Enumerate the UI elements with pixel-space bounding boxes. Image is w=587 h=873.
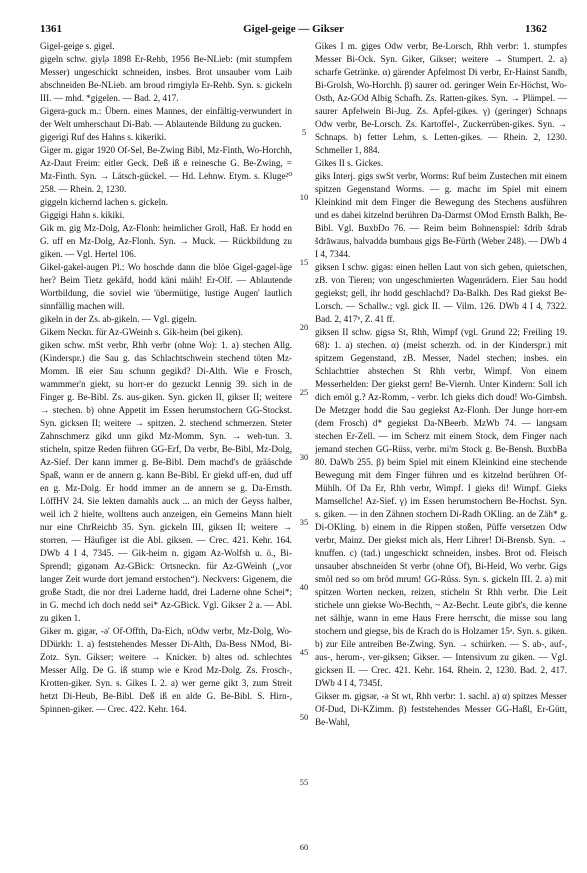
dictionary-entry: Gikser m. gigsər, -ə St wt, Rhh verbr: 1. sachl. a) α) spitzes Messer Of-Dud, Di-KZimm. β) feststehendes Messer GG-Haßl, Er-Gütt, Be-Wahl, [315,691,567,727]
dictionary-entry: Gikel-gakel-augen Pl.: Wo hoschde dann die blöe Gigel-gagel-äge her? Beim Tietz gekäfd, hodd käni mäih! Er-Olf. — Ablautende Wortbildung, die soviel wie 'übermütige, lustige Augen' lautlich sinnfällig machen will. [40,262,292,311]
line-number: 40 [299,582,309,592]
dictionary-entry: giks Interj. gigs swSt verbr, Worms: Ruf beim Zustechen mit einem spitzen Gegenstand Worms. — g. machε im Spiel mit einem Kleinkind mit dem Finger die Bewegung des Stechens ausführen und es dabei kitzelnd berühren Da-Darmst OMod Ernsth Balkh, Be-Bibl. Vgl. BuxbDo 76. — Reim beim Bohnenspiel: šdrib šdrab šdrāwaus, balvaddə bumbaus gigs Be-Fürth (Weber 248). — DWb 4 I 4, 7344. [315,171,567,259]
right-column [315,40,567,862]
line-number: 35 [299,517,309,527]
line-number: 50 [299,712,309,722]
dictionary-entry: Giggigi Hahn s. kikiki. [40,210,125,220]
dictionary-entry: Gikes II s. Gickes. [315,158,384,168]
left-column [40,40,292,862]
dictionary-entry: giken schw. mSt verbr, Rhh verbr (ohne Wo): 1. a) stechen Allg. (Kinderspr.) die Sau g. das Schlachtschwein stechend töten Mz-Momm. Iß eier Sau schunn gegikd? Di-Alth. Wie e Frosch, wammmer'n giekt, su horr-er do gezuckt Lennig 39. sich in de Finger g. Be-Bibl. Zs. aus-giken. Syn. gicken II, gikser II; weitere → stechen. b) ohne Appetit im Essen herumstochern GG-Stockst. Syn. gicksen II; weitere → spitzen. 2. stechend schmerzen. Steter Zahnschmerz gikd unn gikd Mz-Momm. Syn. → weh-tun. 3. sticheln, spitze Reden führen GG-Erf, Da verbr, Be-Bibl, Mz-Dolg, Az-Sief. Der kann immer g. Be-Bibl. Dem machd's de grääschde Spaß, wann er de annern g. kann Be-Bibl. Er giekd uff-en, dud uff en g. Mz-Dolg. Er hodd immer an de annern se g. Da-Ernsth. LöffHV 24. Sie lekten damahls auck ... an mich der Geyss halber, weil ich 2 hielte, wolltens auch anzeigen, ein Gemeins Mann hielt nur eine ChrReichb 35. Syn. gickeln III, giksen II; weitere → storren. — Häufiger ist die Abl. giksen. — Crec. 421. Kehr. 164. DWb 4 I 4, 7345. — Gik-heim n. gigəm Az-Wolfsh u. ö., Bi-Sprendl; gigənəm Az-GBick: Ortsneckn. für Az-GWeinh („vor langer Zeit wurde dort jemand erstochen“). Neckvers: Gigenem, die große Stadt, die nor drei Laderne hadd, drei Laderne ohne Schei*; in G. mechd ich doch nedd sei* Az-GBick. Vgl. Gikser 2 a. — Abl. zu giken 1. [40,340,292,623]
line-number: 25 [299,387,309,397]
line-number: 10 [299,192,309,202]
dictionary-entry: Giger m. gigər 1920 Of-Sel, Be-Zwing Bibl, Mz-Finth, Wo-Horchh, Az-Daut Freim: eitler Geck. Deß iß e reinesche G. Be-Zwing, = Mz-Finth. Syn. → Lätsch-gückel. — Hd. Lehnw. Etym. s. Kluge²⁰ 258. — Rhein. 2, 1230. [40,145,292,194]
page-header [40,22,547,36]
dictionary-entry: Gigera-guck m.: Übern. eines Mannes, der einfältig-verwundert in der Welt umherschaut Di-Bab. — Ablautende Bildung zu gucken. [40,106,292,129]
line-number: 60 [299,842,309,852]
dictionary-entry: giggeln kichernd lachen s. gickeln. [40,197,169,207]
dictionary-entry: Gigel-geige s. gigel. [40,41,115,51]
page-number-right: 1362 [525,23,547,35]
line-number: 20 [299,322,309,332]
line-number: 30 [299,452,309,462]
line-number: 15 [299,257,309,267]
dictionary-entry: giksen II schw. gigsə St, Rhh, Wimpf (vgl. Grund 22; Freiling 19. 68): 1. a) stechen. α) (meist scherzh. od. in der Kinderspr.) mit spitzem Gegenstand, zB. Messer, Nadel stechen; insbes. ein Schlachttier abstechen St Rhh verbr, Wimpf. Von einem Messerhelden: Der giekst gern! Be-Viernh. Unter Kindern: Soll ich dich emöl g.? Az-Romm, - verbr. Ich gieks dich doud! Wo-Gimbsh. De Metzger hodd die Sau gegiekst Az-Flonh. Der Junge horr-em (dem Frosch) d* gegiekst Da-NBeerb. MzWb 74. — langsam stechen Er-Zell. — im Scherz mit einem Stock, dem Finger nach jemand stechen GG-Rüss, verbr. mi'm Stock g. Be-Bensh. BuxbBa 80. DaWb 255. β) beim Spiel mit einem Kleinkind eine stechende Bewegung mit dem Finger führen und es kitzelnd berühren Of-Mühlh. Of Da Er, Rhh verbr, Wimpf. I gieks di! Wimpf. Gieks Mamsellche! Az-Sief. γ) im Essen herumstochern Be-Hochst. Syn. s. giken. — in den Zähnen stochern Di-Radh OKling. an de Zäh* g. Di-OKling. b) einem in die Rippen stoßen, Püffe versetzen Odw verbr, Mainz. Der giekst mich als, Herr Lihrer! Di-Brensb. Syn. → knuffen. c) (tad.) ungeschickt schneiden, insbes. Brot od. Fleisch unsauber abschneiden St verbr (ohne Of), Bi-Heid, Wo verbr. Gigs smöl ned so om bröd mrum! GG-Rüss. Syn. s. gickeln III. 2. a) mit spitzen Worten necken, reizen, sticheln St Rhh verbr. Die Leit stichele unn giekse Wo-Bechth, ~ Az-Becht. Leute gibt's, die kenne net sälhje, wann in eme Haus Frere herrscht, die misse sou lang stochern und giegse, bis de Krach do is Holzamer 15ᵃ. Syn. s. giken. b) zur Eile antreiben Be-Zwing. Syn. → schürken. — S. ab-, auf-, aus-, herum-, ver-giksen; Gikser. — Intensivum zu giken. — Vgl. gicksen II. — Crec. 421. Kehr. 164. Rhein. 2, 1230. Bad. 2, 417. DWb 4 I 4, 7345f. [315,327,567,688]
dictionary-entry: Gik m. gig Mz-Dolg, Az-Flonh: heimlicher Groll, Haß. Er hodd en G. uff en Mz-Dolg, Az-Flonh. Syn. → Muck. — Rückbildung zu giken. — Vgl. Hertel 106. [40,223,292,259]
page-number-left: 1361 [40,23,62,35]
line-number: 55 [299,777,309,787]
dictionary-entry: Gikem Neckn. für Az-GWeinh s. Gik-heim (bei giken). [40,327,243,337]
dictionary-entry: giksen I schw. gigəs: einen hellen Laut von sich geben, quietschen, zB. von Tieren; von ungeschmierten Wagenrädern. Eier Sau hodd gegiekst; gell, ihr hodd geschlachd? Da-Balkh. Des Rad giekst Be-Lorsch. — Schallw.; vgl. gick II. — Vilm. 126. DWb 4 I 4, 7322. Bad. 2, 417ᵇ, Z. 41 ff. [315,262,567,324]
dictionary-entry: gikeln in der Zs. ab-gikeln. — Vgl. gigeln. [40,314,197,324]
dictionary-entry: Giker m. gigər, -ə' Of-Offth, Da-Eich, nOdw verbr, Mz-Dolg, Wo-DDürkh: 1. a) feststehendes Messer Di-Alth, Da-Bess NMod, Bi-Zotz. Syn. Gikser; weitere → Knicker. b) altes od. schlechtes Messer Allg. De G. iß stump wie e Krod Mz-Dolg. Zs. Frosch-, Krotten-giker. Syn. s. Gikes I. 2. a) wer gerne gikt 3, zum Streit hetzt Di-Heub, Be-Bibl. Deß iß en alde G. Be-Bibl. S. Hirn-, Spinnen-giker. — Crec. 422. Kehr. 164. [40,626,292,714]
dictionary-entry: Gikes I m. giges Odw verbr, Be-Lorsch, Rhh verbr: 1. stumpfes Messer Bi-Ock. Syn. Giker, Gikser; weitere → Stumpert. 2. a) scharfe Getränke. α) gärender Apfelmost Di verbr, Er-Hainst Sandb, Bi-Grolsh, Wo-Horchh. β) saurer od. geringer Wein Er-Höchst, Wo-Osth, Az-GOd Albig Schafh. Zs. Ratten-gikes. Syn. → Plämpel. — saurer Apfelwein Bi-Jug. Zs. Apfel-gikes. γ) (geringer) Schnaps Odw verbr, Be-Lorsch. Zs. Kartoffel-, Zuckerrüben-gikes. Syn. → Schnaps. b) fetter Lehm, s. Letten-gikes. — Rhein. 2, 1230. Schmeller 1, 884. [315,41,567,155]
line-number: 45 [299,647,309,657]
running-title: Gigel-geige — Gikser [243,23,344,35]
dictionary-entry: gigerigi Ruf des Hahns s. kikeriki. [40,132,167,142]
line-number: 5 [301,127,307,137]
dictionary-entry: gigeln schw. giyl̦ə 1898 Er-Rehb, 1956 Be-NLieb: (mit stumpfem Messer) ungeschickt schneiden, insbes. Brot unsauber vom Laib abschneiden Be-NLieb. am broud rimgiylə Er-Rehb. Syn. s. gickeln III. — mhd. *gigelen. — Bad. 2, 417. [40,54,292,103]
